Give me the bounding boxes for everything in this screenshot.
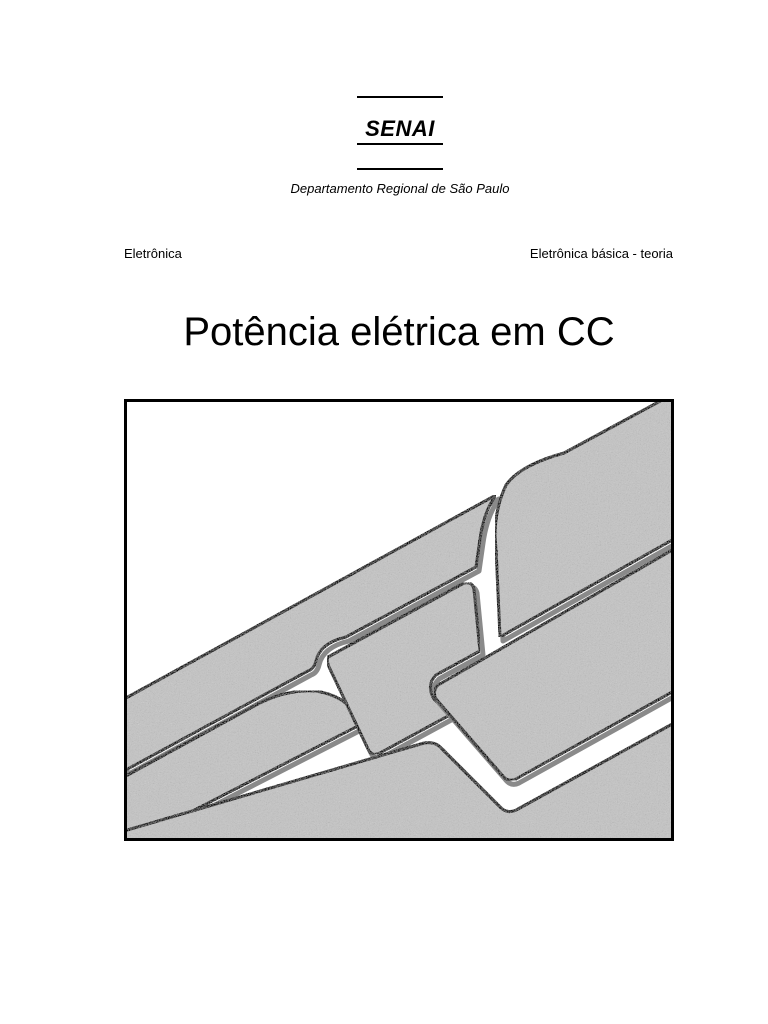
logo-rule-bottom [357, 168, 443, 170]
department-name: Departamento Regional de São Paulo [290, 181, 510, 196]
logo-rule-top [357, 96, 443, 98]
circuit-traces-illustration [124, 399, 674, 841]
senai-logo [357, 96, 443, 172]
document-title: Potência elétrica em CC [183, 310, 615, 354]
logo-rule-middle [357, 143, 443, 145]
logo-text: SENAI [365, 116, 435, 141]
series-label: Eletrônica básica - teoria [529, 246, 673, 261]
subject-label: Eletrônica [124, 246, 182, 261]
